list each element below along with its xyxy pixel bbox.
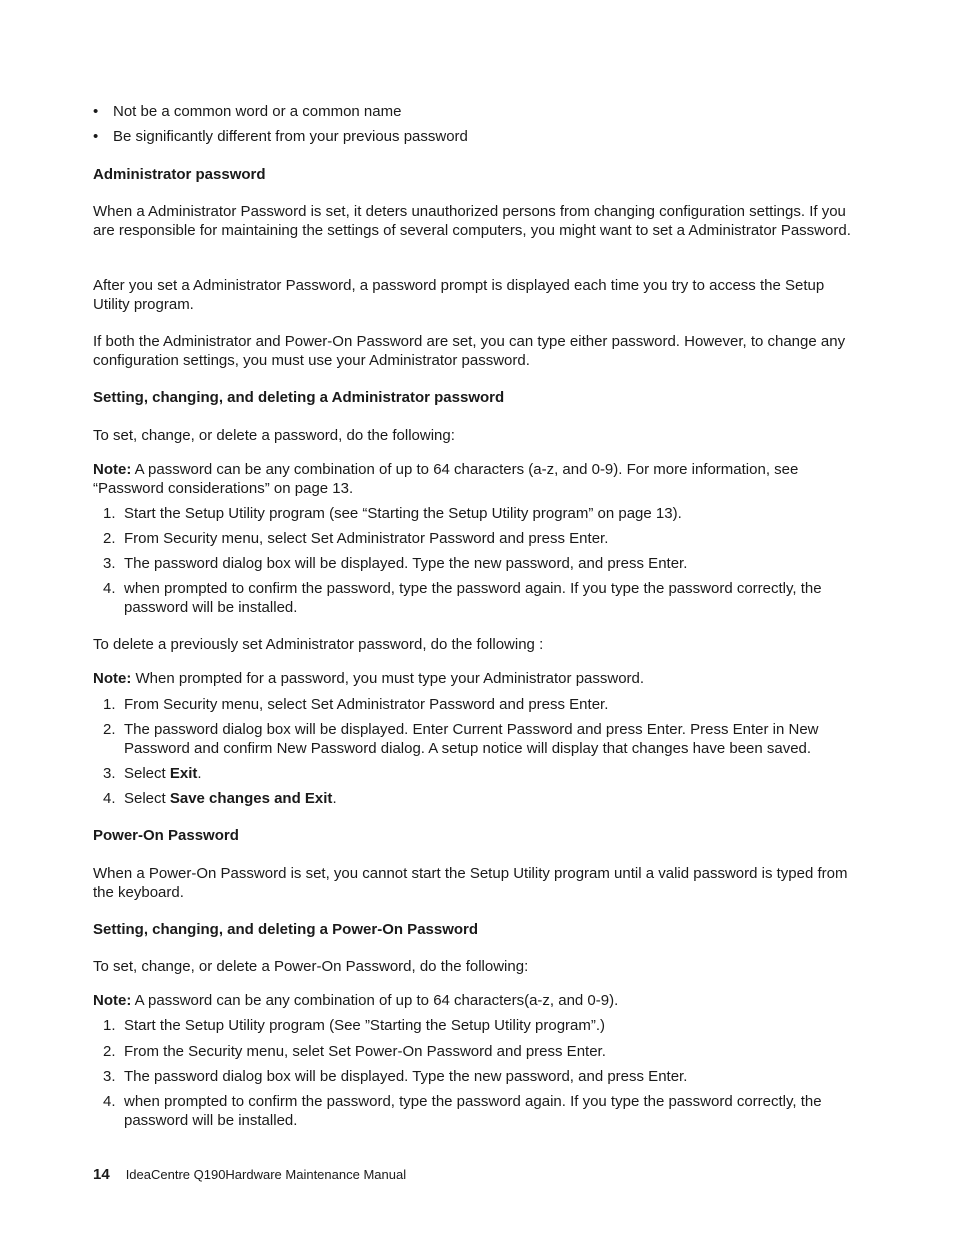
list-item: 1. Start the Setup Utility program (see “Starting the Setup Utility program” on page 13).: [103, 505, 682, 522]
list-item: 1. From Security menu, select Set Administrator Password and press Enter.: [103, 696, 609, 713]
list-item: 1. Start the Setup Utility program (See ”Starting the Setup Utility program”.): [103, 1017, 606, 1034]
paragraph: If both the Administrator and Power-On Password are set, you can type either password. However, to change any configuration settings, you must use your Administrator password.: [93, 333, 846, 369]
note: [93, 669, 853, 688]
menu-option-save-exit: Save changes and Exit: [169, 790, 333, 807]
section-heading: Setting, changing, and deleting a Power-On Password: [93, 921, 479, 938]
section-heading: Setting, changing, and deleting a Administrator password: [93, 389, 505, 406]
section-heading: Power-On Password: [93, 827, 239, 844]
menu-option-exit: Exit: [169, 765, 198, 782]
note-label: Note:: [93, 992, 132, 1009]
paragraph: To set, change, or delete a password, do the following:: [93, 427, 455, 444]
list-item: 3. Select Exit.: [103, 765, 202, 782]
note-text: When prompted for a password, you must type your Administrator password.: [131, 670, 645, 687]
page-footer: [93, 1166, 406, 1184]
list-item: 2. The password dialog box will be displayed. Enter Current Password and press Enter. Press Enter in New Password and confirm New Password dialog. A setup notice will display that changes have been saved.: [103, 721, 819, 757]
list-item: 4. when prompted to confirm the password, type the password again. If you type the password correctly, the password will be installed.: [103, 580, 822, 616]
list-item: 3. The password dialog box will be displayed. Type the new password, and press Enter.: [103, 1068, 688, 1085]
note-label: Note:: [93, 461, 132, 478]
bullet-icon: •: [93, 103, 99, 120]
list-item: 3. The password dialog box will be displayed. Type the new password, and press Enter.: [103, 555, 688, 572]
paragraph: When a Power-On Password is set, you cannot start the Setup Utility program until a valid password is typed from the keyboard.: [93, 865, 848, 901]
page-number: 14: [93, 1166, 110, 1183]
paragraph: To delete a previously set Administrator password, do the following :: [93, 636, 544, 653]
bullet-icon: •: [93, 128, 99, 145]
section-heading: Administrator password: [93, 166, 266, 183]
manual-title: IdeaCentre Q190Hardware Maintenance Manual: [125, 1167, 407, 1182]
list-item: 2. From the Security menu, selet Set Power-On Password and press Enter.: [103, 1043, 606, 1060]
paragraph: When a Administrator Password is set, it deters unauthorized persons from changing configuration settings. If you are responsible for maintaining the settings of several computers, you might want to set a Administrator Password.: [93, 203, 851, 239]
note: [93, 460, 853, 498]
list-item: 4. when prompted to confirm the password, type the password again. If you type the password correctly, the password will be installed.: [103, 1093, 822, 1129]
note: [93, 991, 853, 1010]
list-item: 2. From Security menu, select Set Administrator Password and press Enter.: [103, 530, 609, 547]
paragraph: To set, change, or delete a Power-On Password, do the following:: [93, 958, 529, 975]
list-item: 4. Select Save changes and Exit.: [103, 790, 337, 807]
note-text: A password can be any combination of up to 64 characters (a-z, and 0-9). For more information, see “Password considerations” on page 13.: [93, 461, 799, 497]
note-label: Note:: [93, 670, 132, 687]
note-text: A password can be any combination of up to 64 characters(a-z, and 0-9).: [131, 992, 619, 1009]
paragraph: After you set a Administrator Password, a password prompt is displayed each time you try to access the Setup Utility program.: [93, 277, 825, 313]
